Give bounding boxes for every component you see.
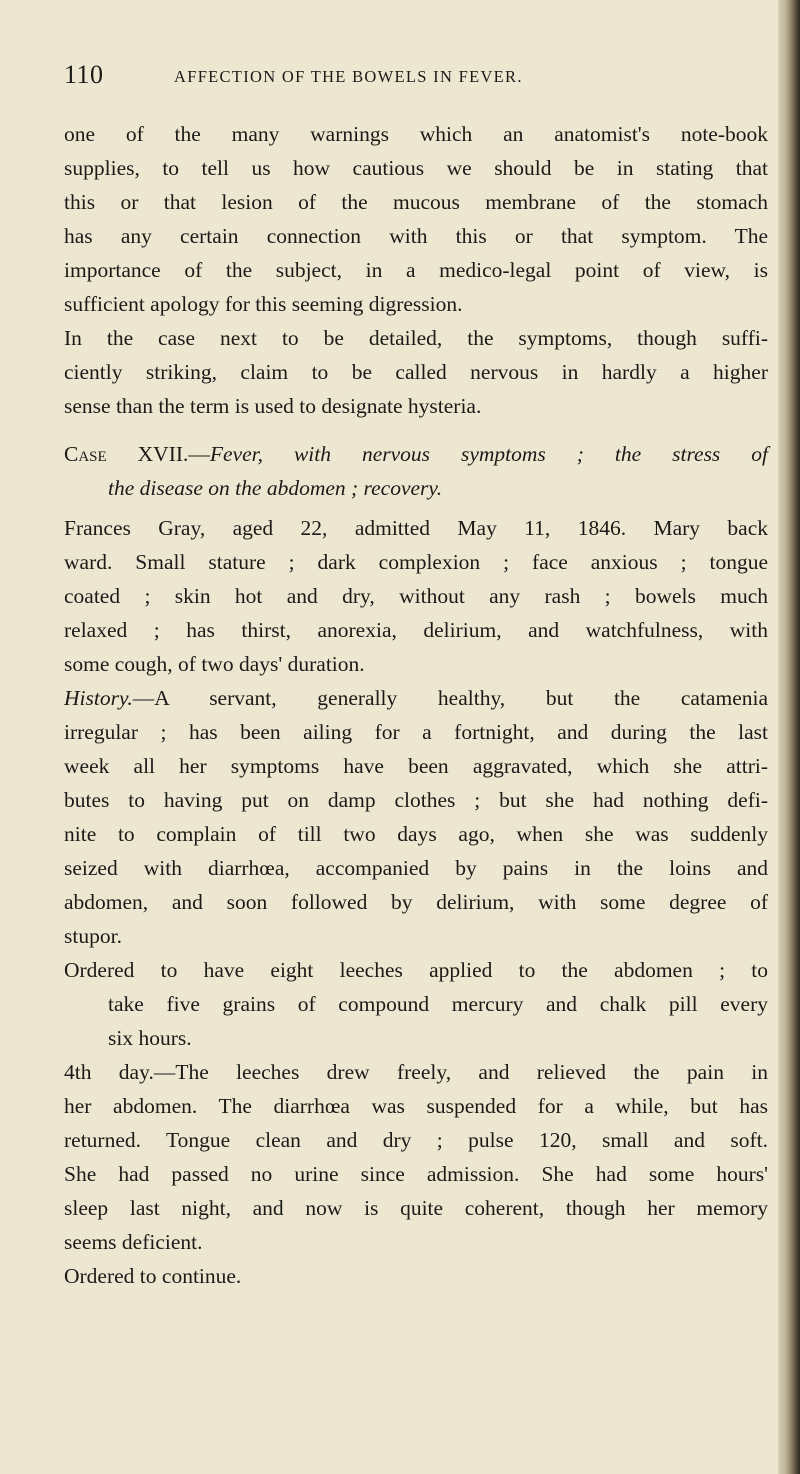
- case-heading: [64, 437, 768, 471]
- text-line: Ordered to continue.: [64, 1264, 242, 1288]
- case-title-line-2: the disease on the abdomen ; recovery.: [108, 476, 443, 500]
- text-line: Frances Gray, aged 22, admitted May 11, 1846. Mary back: [64, 516, 768, 540]
- text-line: sleep last night, and now is quite coherent, though her memory: [64, 1196, 768, 1220]
- text-line: supplies, to tell us how cautious we should be in stating that: [64, 156, 768, 180]
- text-line: 4th day.—The leeches drew freely, and relieved the pain in: [64, 1060, 768, 1084]
- text-line: abdomen, and soon followed by delirium, with some degree of: [64, 890, 768, 914]
- body-text: [64, 117, 768, 1293]
- case-dash: —: [188, 442, 210, 466]
- case-title: Fever, with nervous symptoms ; the stress of: [209, 442, 768, 466]
- text-line: ward. Small stature ; dark complexion ; face anxious ; tongue: [64, 550, 768, 574]
- text-line: seized with diarrhœa, accompanied by pains in the loins and: [64, 856, 768, 880]
- text-line: this or that lesion of the mucous membrane of the stomach: [64, 190, 768, 214]
- text-line: some cough, of two days' duration.: [64, 652, 365, 676]
- text-line: importance of the subject, in a medico-legal point of view, is: [64, 258, 768, 282]
- history-label: History.: [64, 686, 133, 710]
- text-line: sufficient apology for this seeming digression.: [64, 292, 463, 316]
- history-text: —A servant, generally healthy, but the catamenia: [132, 686, 768, 710]
- text-line: She had passed no urine since admission. She had some hours': [64, 1162, 768, 1186]
- text-line: six hours.: [108, 1026, 192, 1050]
- case-label: Case XVII.: [64, 442, 189, 466]
- text-line: stupor.: [64, 924, 122, 948]
- text-line: one of the many warnings which an anatomist's note-book: [64, 122, 768, 146]
- case-title-continued: [64, 471, 768, 505]
- page-edge-shadow: [778, 0, 800, 1474]
- text-line: returned. Tongue clean and dry ; pulse 120, small and soft.: [64, 1128, 768, 1152]
- text-line: nite to complain of till two days ago, when she was suddenly: [64, 822, 768, 846]
- text-line: take five grains of compound mercury and chalk pill every: [108, 992, 768, 1016]
- text-line: In the case next to be detailed, the symptoms, though suffi-: [64, 326, 768, 350]
- history-line: [64, 681, 768, 715]
- page-number: 110: [64, 60, 104, 89]
- text-line: butes to having put on damp clothes ; but she had nothing defi-: [64, 788, 768, 812]
- page-header: [64, 60, 714, 92]
- text-line: irregular ; has been ailing for a fortnight, and during the last: [64, 720, 768, 744]
- text-line: sense than the term is used to designate hysteria.: [64, 394, 482, 418]
- text-line: has any certain connection with this or that symptom. The: [64, 224, 768, 248]
- text-line: ciently striking, claim to be called nervous in hardly a higher: [64, 360, 768, 384]
- running-head: AFFECTION OF THE BOWELS IN FEVER.: [174, 67, 523, 86]
- text-line: week all her symptoms have been aggravated, which she attri-: [64, 754, 768, 778]
- text-line: coated ; skin hot and dry, without any rash ; bowels much: [64, 584, 768, 608]
- text-line: seems deficient.: [64, 1230, 203, 1254]
- text-line: relaxed ; has thirst, anorexia, delirium, and watchfulness, with: [64, 618, 768, 642]
- text-line: her abdomen. The diarrhœa was suspended for a while, but has: [64, 1094, 768, 1118]
- text-line: Ordered to have eight leeches applied to the abdomen ; to: [64, 958, 768, 982]
